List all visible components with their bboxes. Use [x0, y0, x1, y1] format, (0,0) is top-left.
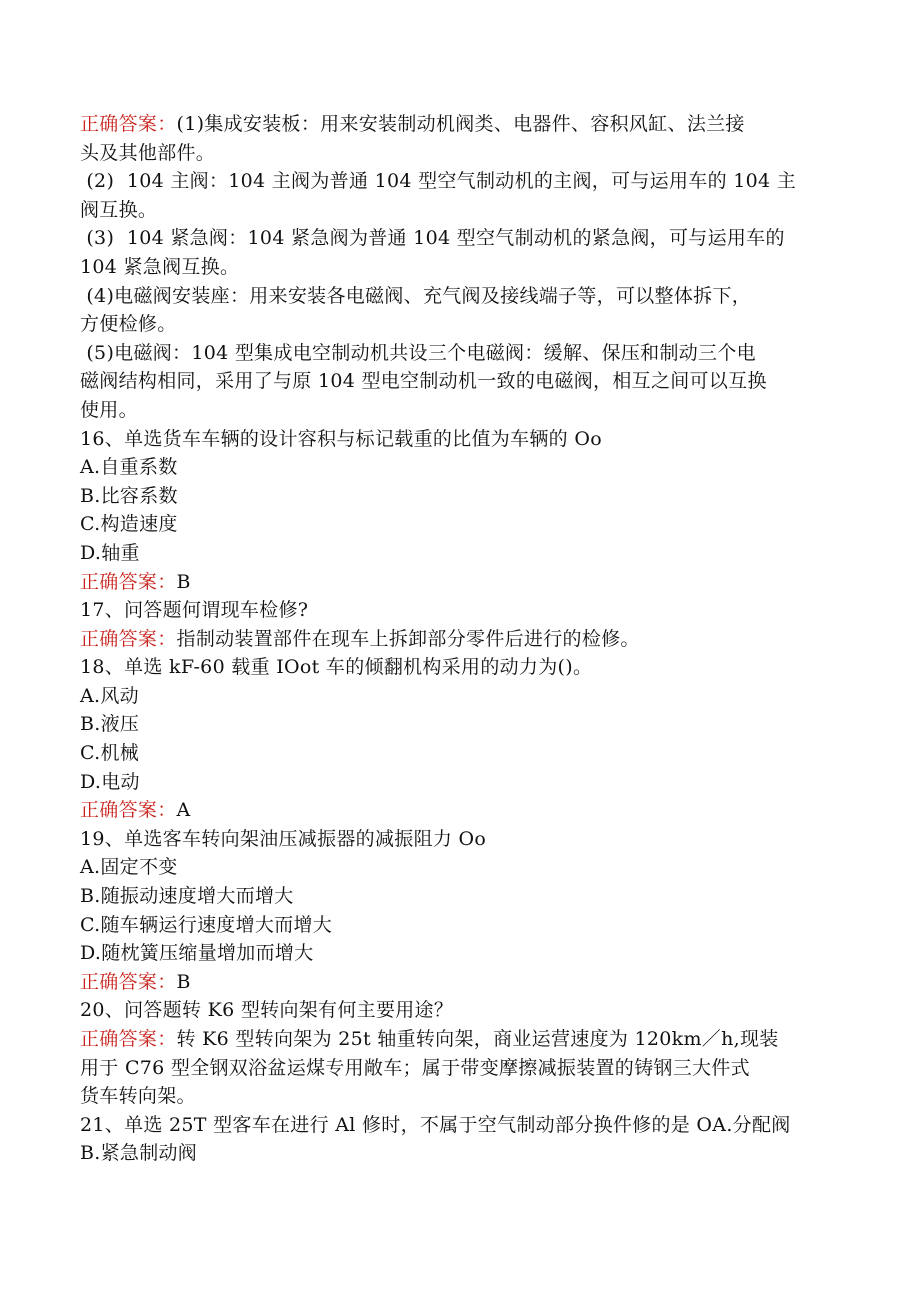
q15-answer-line-11: 使用。: [80, 398, 138, 421]
answer-label: 正确答案：: [80, 570, 177, 593]
q19-option-b: B.随振动速度增大而增大: [80, 885, 294, 908]
q19-question: 19、单选客车转向架油压减振器的减振阻力 Oo: [80, 827, 487, 850]
q15-answer-line-3: (2) 104 主阀：104 主阀为普通 104 型空气制动机的主阀，可与运用车的 104 主: [80, 170, 797, 193]
answer-text: (1)集成安装板：用来安装制动机阀类、电器件、容积风缸、法兰接: [176, 113, 745, 135]
q15-answer-line-4: 阀互换。: [80, 198, 158, 221]
answer-text: A: [176, 799, 191, 822]
q19-option-c: C.随车辆运行速度增大而增大: [80, 913, 333, 936]
q20-answer-line-3: 货车转向架。: [80, 1085, 196, 1108]
q21-question: 21、单选 25T 型客车在进行 Al 修时，不属于空气制动部分换件修的是 OA.分配阀: [80, 1113, 791, 1136]
q19-answer: [80, 968, 850, 997]
answer-text: B: [176, 570, 191, 593]
q16-option-d: D.轴重: [80, 541, 140, 564]
q15-answer-line-10: 磁阀结构相同，采用了与原 104 型电空制动机一致的电磁阀，相互之间可以互换: [80, 370, 767, 393]
q15-answer-line-5: (3) 104 紧急阀：104 紧急阀为普通 104 型空气制动机的紧急阀，可与运用车的: [80, 227, 785, 250]
q15-answer-line-6: 104 紧急阀互换。: [80, 255, 240, 278]
q15-answer-line-2: 头及其他部件。: [80, 141, 216, 164]
q16-answer: [80, 568, 850, 597]
q18-option-b: B.液压: [80, 713, 140, 736]
q18-option-d: D.电动: [80, 770, 140, 793]
q18-question: 18、单选 kF-60 载重 IOot 车的倾翻机构采用的动力为()。: [80, 656, 593, 679]
q18-option-c: C.机械: [80, 742, 140, 765]
q20-answer-line-1: [80, 1025, 850, 1054]
answer-label: 正确答案：: [80, 1028, 177, 1050]
q15-answer-line-8: 方便检修。: [80, 313, 177, 336]
q18-answer: [80, 796, 850, 825]
q20-question: 20、问答题转 K6 型转向架有何主要用途？: [80, 999, 454, 1022]
q18-option-a: A.风动: [80, 684, 139, 707]
q15-answer-line-7: (4)电磁阀安装座：用来安装各电磁阀、充气阀及接线端子等，可以整体拆下，: [80, 284, 752, 307]
q21-option-b: B.紧急制动阀: [80, 1142, 198, 1165]
answer-label: 正确答案：: [80, 799, 177, 822]
q15-answer-line-9: (5)电磁阀：104 型集成电空制动机共设三个电磁阀：缓解、保压和制动三个电: [80, 341, 756, 364]
q19-option-a: A.固定不变: [80, 856, 178, 879]
q16-question: 16、单选货车车辆的设计容积与标记载重的比值为车辆的 Oo: [80, 427, 602, 450]
q16-option-a: A.自重系数: [80, 456, 178, 479]
q19-option-d: D.随枕簧压缩量增加而增大: [80, 942, 314, 965]
q17-question: 17、问答题何谓现车检修?: [80, 599, 309, 622]
q15-answer-line-1: [80, 110, 850, 139]
q20-answer-line-2: 用于 C76 型全钢双浴盆运煤专用敞车；属于带变摩擦减振装置的铸钢三大件式: [80, 1056, 750, 1079]
answer-label: 正确答案：: [80, 970, 177, 993]
answer-text: B: [176, 970, 191, 993]
answer-text: 指制动装置部件在现车上拆卸部分零件后进行的检修。: [176, 627, 640, 650]
answer-text: 转 K6 型转向架为 25t 轴重转向架，商业运营速度为 120km／h,现装: [176, 1028, 779, 1050]
q16-option-c: C.构造速度: [80, 513, 178, 536]
answer-label: 正确答案：: [80, 627, 177, 650]
q17-answer: [80, 625, 850, 654]
answer-label: 正确答案：: [80, 113, 177, 135]
q16-option-b: B.比容系数: [80, 484, 178, 507]
